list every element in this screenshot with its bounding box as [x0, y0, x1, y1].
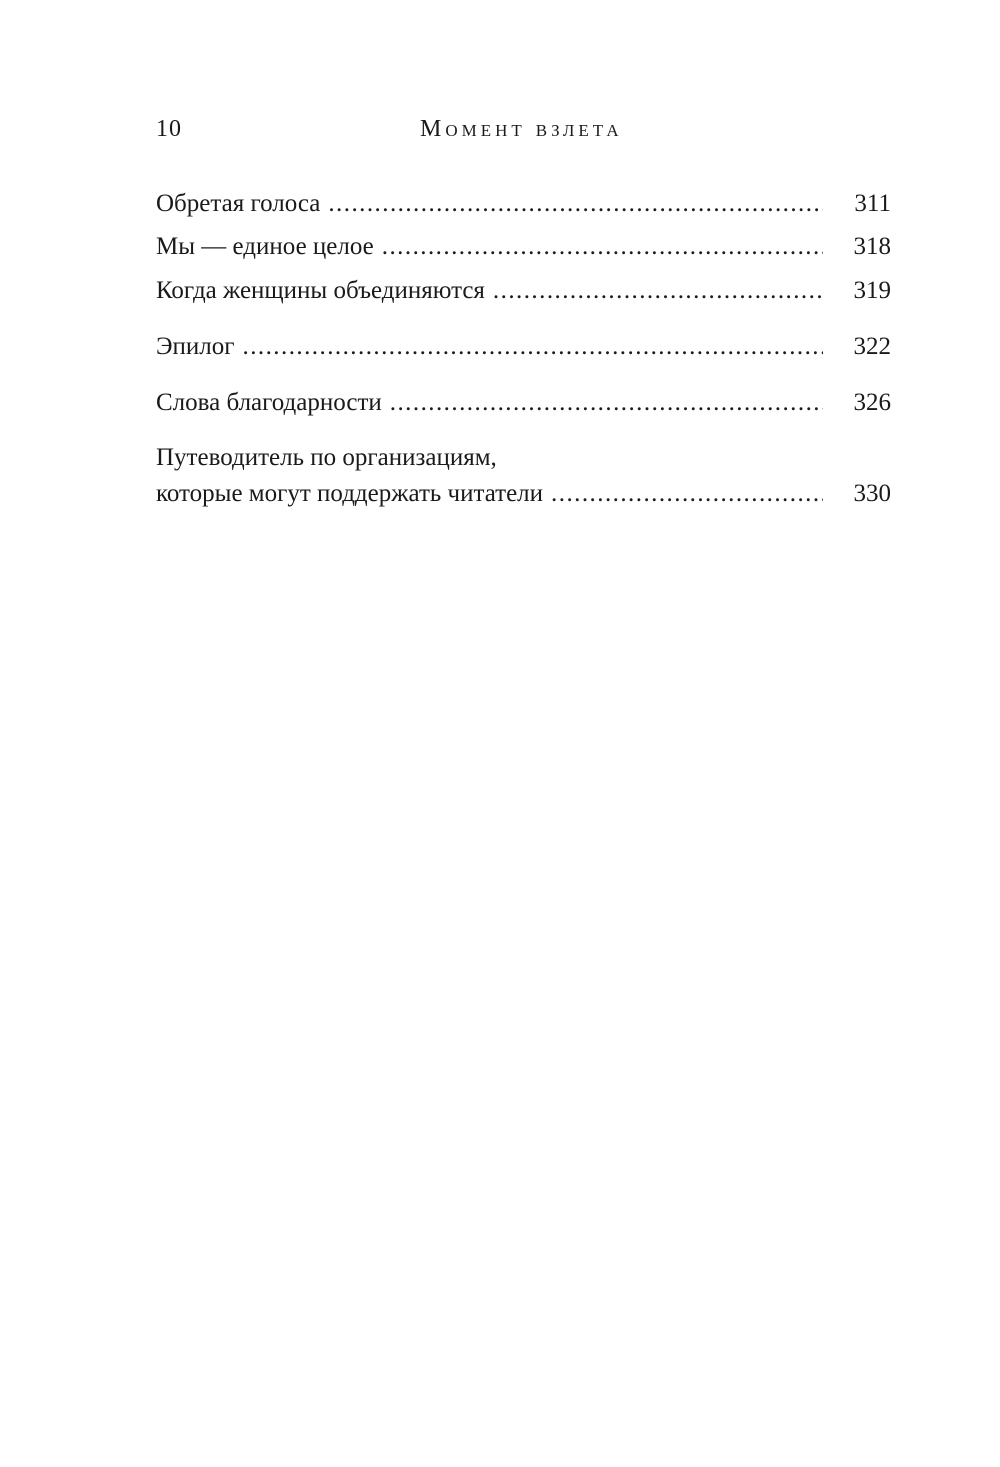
dot-leader: [551, 476, 823, 512]
dot-leader: [243, 329, 824, 365]
toc-entry-title: Слова благодарности: [156, 389, 382, 416]
dot-leader: [328, 186, 823, 222]
toc-entry: [156, 273, 891, 309]
toc-entry: [156, 440, 891, 512]
toc-entry: [156, 329, 891, 365]
toc-entry-page: 326: [853, 389, 891, 416]
toc-entry: [156, 186, 891, 222]
toc-entry-title-line1: Путеводитель по организациям,: [156, 444, 497, 471]
toc-entry-page: 330: [853, 480, 891, 507]
running-head: Момент взлета: [420, 116, 623, 142]
toc-entry-title: которые могут поддержать читатели: [156, 480, 544, 507]
toc-entry: [156, 229, 891, 265]
dot-leader: [493, 273, 823, 309]
toc-entry-title: Обретая голоса: [156, 190, 321, 217]
toc-entry-page: 318: [853, 233, 891, 260]
toc-entry-page: 319: [853, 277, 891, 304]
toc-entry-title: Мы — единое целое: [156, 233, 374, 260]
toc-entry: [156, 385, 891, 421]
toc-entry-page: 311: [854, 190, 891, 217]
dot-leader: [382, 229, 823, 265]
toc-entry-title: Когда женщины объединяются: [156, 277, 485, 304]
toc-entry-page: 322: [853, 333, 891, 360]
page-number: 10: [156, 116, 182, 142]
dot-leader: [390, 385, 823, 421]
toc-entry-title: Эпилог: [156, 333, 235, 360]
